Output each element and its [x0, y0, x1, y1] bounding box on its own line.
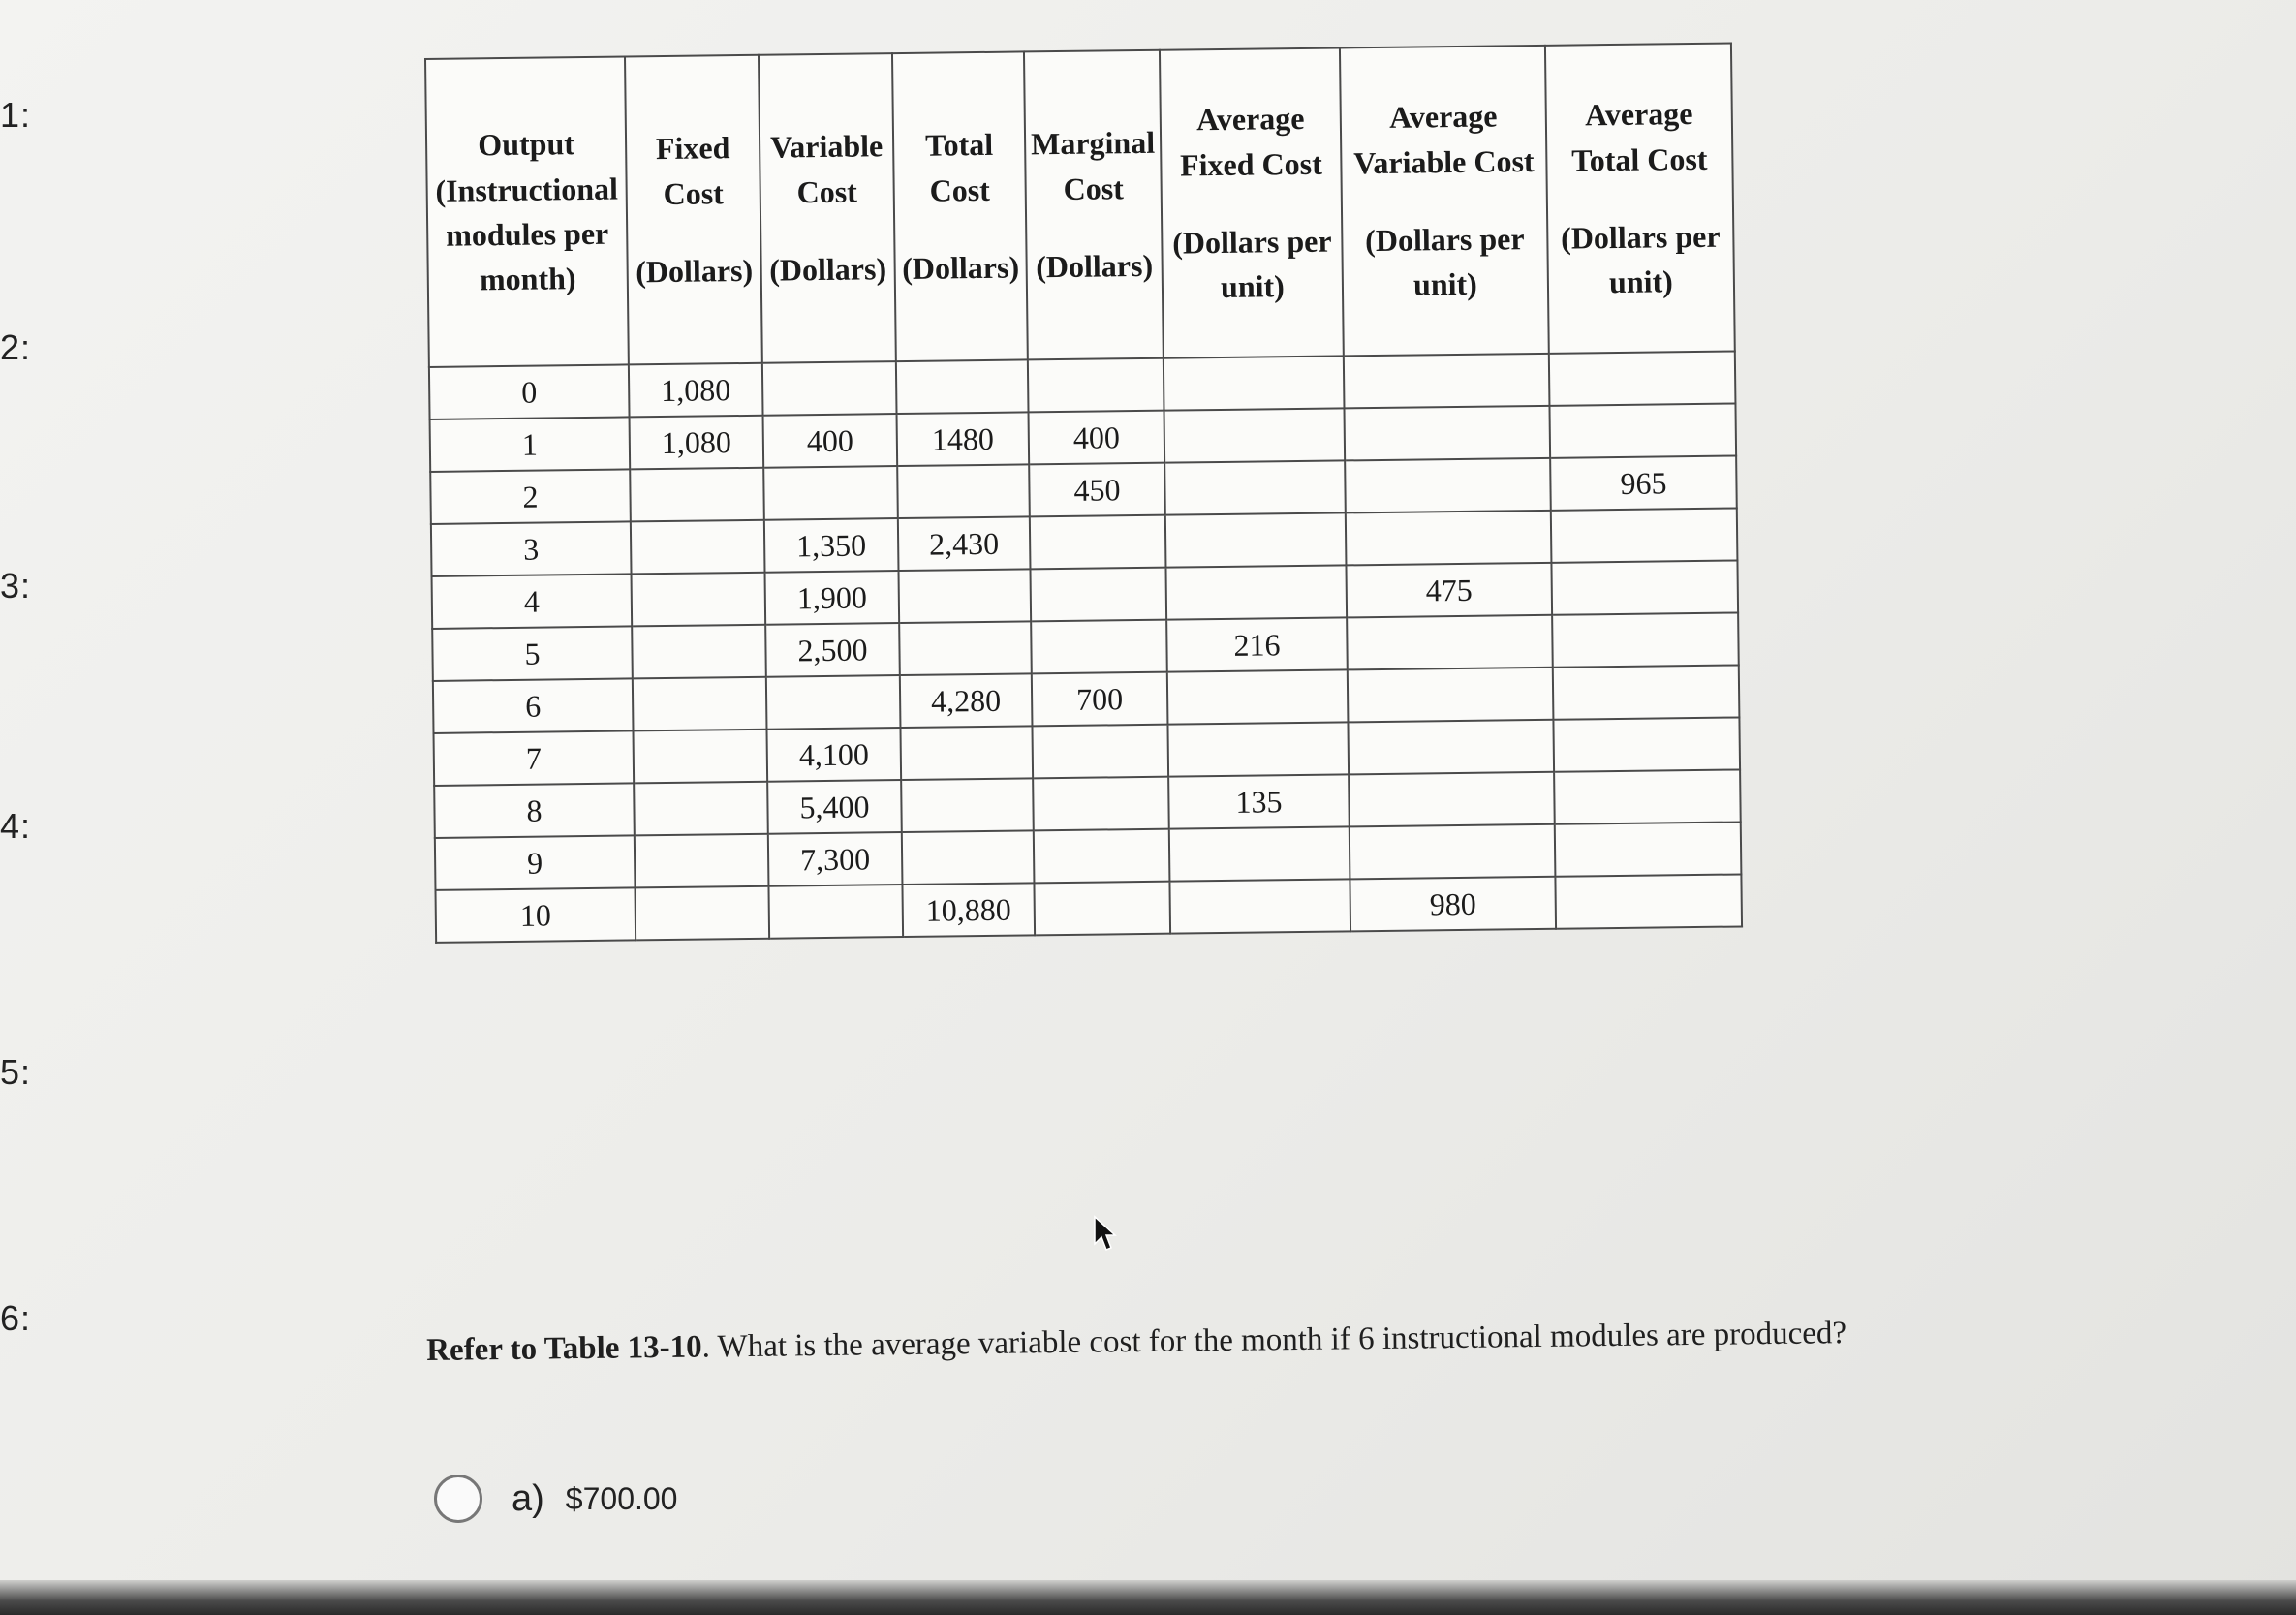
table-cell: 1480 — [897, 412, 1030, 466]
table-cell: 400 — [763, 414, 898, 468]
table-cell: 1,900 — [765, 571, 900, 625]
header-average-fixed-cost: Average Fixed Cost (Dollars per unit) — [1160, 47, 1344, 357]
table-cell — [1032, 725, 1168, 779]
output-cell: 8 — [434, 783, 635, 838]
table-cell — [1555, 822, 1742, 876]
radio-button-a[interactable] — [434, 1475, 482, 1523]
table-cell — [1347, 615, 1553, 670]
table-cell — [768, 885, 903, 939]
table-cell: 135 — [1168, 774, 1350, 828]
cost-table-body — [429, 351, 1742, 942]
table-cell: 1,080 — [630, 416, 764, 470]
table-cell — [1164, 408, 1346, 462]
table-cell: 10,880 — [902, 883, 1035, 937]
output-cell: 2 — [430, 469, 631, 524]
table-cell: 400 — [1029, 411, 1165, 465]
table-cell — [1164, 356, 1345, 410]
table-cell: 475 — [1346, 563, 1552, 618]
header-fixed-cost: Fixed Cost (Dollars) — [625, 55, 762, 365]
output-cell: 4 — [432, 574, 633, 629]
table-reference: Refer to Table 13-10 — [426, 1329, 702, 1368]
table-cell — [1028, 358, 1164, 413]
cost-table — [424, 43, 1743, 944]
table-cell — [1167, 722, 1349, 776]
table-cell — [762, 361, 897, 416]
table-cell — [901, 778, 1034, 832]
table-cell — [1169, 879, 1350, 933]
table-cell — [633, 730, 767, 784]
question-number-5: 5: — [0, 1052, 32, 1092]
table-cell — [1165, 565, 1347, 619]
table-cell — [899, 569, 1032, 623]
table-cell — [1030, 515, 1166, 570]
question-body: . What is the average variable cost for the month if 6 instructional modules are produced? — [701, 1316, 1847, 1365]
table-cell — [1167, 669, 1349, 724]
table-cell — [1344, 406, 1550, 461]
table-cell — [1350, 824, 1556, 880]
output-cell: 0 — [429, 364, 630, 419]
header-marginal-cost: Marginal Cost (Dollars) — [1024, 50, 1164, 360]
question-number-1: 1: — [0, 95, 32, 135]
table-cell — [1165, 512, 1347, 567]
output-cell: 5 — [432, 626, 633, 681]
question-number-2: 2: — [0, 327, 32, 367]
table-cell — [1553, 665, 1740, 719]
answer-option-a[interactable] — [434, 1475, 677, 1523]
table-cell — [1554, 769, 1741, 823]
table-cell: 216 — [1166, 617, 1348, 671]
table-cell: 4,100 — [766, 728, 901, 782]
table-cell — [1348, 720, 1554, 775]
header-average-total-cost: Average Total Cost (Dollars per unit) — [1545, 44, 1735, 354]
table-cell: 7,300 — [768, 832, 903, 886]
table-cell — [1033, 777, 1169, 831]
option-letter: a) — [512, 1477, 544, 1519]
table-cell — [896, 359, 1029, 414]
table-header-row — [425, 44, 1735, 367]
output-cell: 6 — [433, 678, 634, 733]
table-cell — [631, 520, 765, 575]
table-cell: 4,280 — [900, 673, 1033, 728]
table-cell — [1551, 560, 1738, 614]
table-cell: 5,400 — [767, 780, 902, 834]
table-cell — [1551, 508, 1738, 562]
output-cell: 3 — [431, 521, 632, 576]
table-cell — [1344, 354, 1550, 409]
table-cell — [635, 886, 769, 941]
table-cell: 2,500 — [765, 623, 900, 677]
output-cell: 1 — [430, 417, 631, 472]
question-number-3: 3: — [0, 566, 32, 606]
table-cell — [1169, 826, 1350, 881]
table-cell — [1553, 717, 1740, 771]
table-cell — [632, 625, 766, 679]
mouse-cursor-icon — [1093, 1215, 1118, 1258]
table-cell — [635, 834, 769, 888]
table-cell — [1034, 829, 1170, 884]
header-average-variable-cost: Average Variable Cost (Dollars per unit) — [1340, 46, 1549, 357]
table-cell — [632, 573, 766, 627]
table-cell — [1030, 568, 1166, 622]
option-value: $700.00 — [565, 1480, 678, 1516]
table-cell: 965 — [1550, 455, 1737, 510]
output-cell: 10 — [435, 887, 636, 943]
table-cell: 700 — [1032, 672, 1168, 727]
table-cell: 450 — [1029, 463, 1165, 517]
table-cell — [1549, 351, 1736, 405]
output-cell: 9 — [435, 835, 636, 890]
table-cell: 2,430 — [898, 516, 1031, 571]
table-cell — [900, 726, 1033, 780]
table-cell: 1,350 — [764, 518, 899, 573]
table-cell — [1555, 874, 1742, 928]
table-cell — [1348, 668, 1554, 723]
table-cell — [1549, 403, 1736, 457]
header-output: Output (Instructional modules per month) — [425, 56, 629, 366]
table-cell — [1164, 460, 1346, 514]
table-cell — [1034, 882, 1170, 936]
question-text — [426, 1316, 1846, 1369]
cost-table-container — [424, 43, 1743, 944]
header-variable-cost: Variable Cost (Dollars) — [759, 53, 896, 363]
table-cell — [897, 464, 1030, 518]
screen-bezel — [0, 1580, 2296, 1615]
question-number-4: 4: — [0, 806, 32, 846]
table-cell: 1,080 — [629, 363, 763, 418]
table-cell — [1552, 612, 1739, 667]
table-cell — [763, 466, 898, 520]
question-number-6: 6: — [0, 1298, 32, 1338]
output-cell: 7 — [434, 730, 635, 786]
table-cell — [634, 782, 768, 836]
table-cell — [1031, 620, 1167, 674]
table-cell — [902, 830, 1035, 885]
table-cell — [899, 621, 1032, 675]
table-cell — [633, 677, 767, 731]
table-cell — [766, 675, 901, 730]
table-cell — [1345, 458, 1551, 513]
table-cell — [1346, 511, 1552, 566]
header-total-cost: Total Cost (Dollars) — [892, 51, 1028, 361]
table-cell: 980 — [1350, 877, 1556, 932]
table-cell — [1349, 772, 1555, 827]
table-cell — [630, 468, 764, 522]
